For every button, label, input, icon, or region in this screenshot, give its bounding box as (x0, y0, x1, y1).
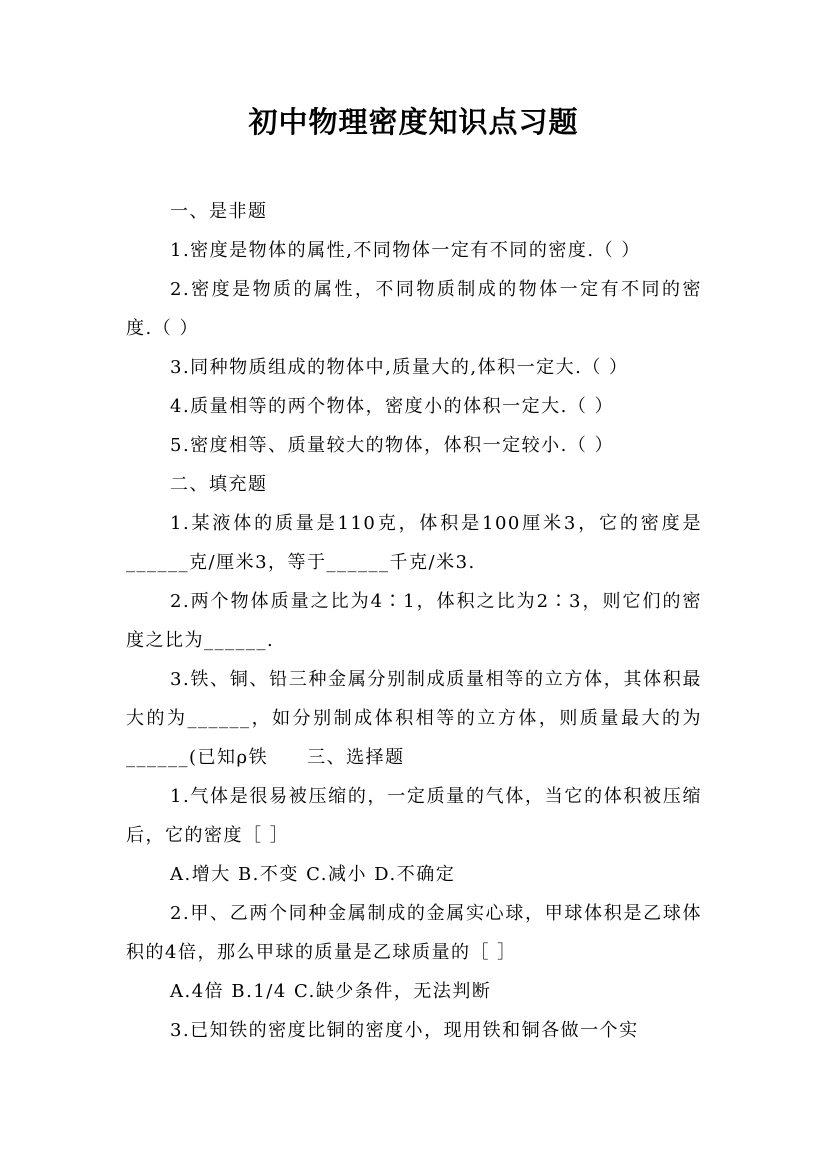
section-heading-fill-in: 二、填充题 (170, 474, 268, 495)
page-title: 初中物理密度知识点习题 (248, 105, 579, 139)
question-paragraph: 1.某液体的质量是110克，体积是100厘米3，它的密度是______克/厘米3，等于______千克/米3. (126, 513, 702, 573)
answer-options: A.4倍 B.1/4 C.缺少条件，无法判断 (170, 981, 492, 1002)
question-paragraph: 5.密度相等、质量较大的物体，体积一定较小.（ ） (170, 435, 615, 456)
question-paragraph: 3.铁、铜、铅三种金属分别制成质量相等的立方体，其体积最大的为______，如分别制成体积相等的立方体，则质量最大的为______(已知ρ铁 三、选择题 (126, 669, 702, 768)
question-paragraph: 3.已知铁的密度比铜的密度小，现用铁和铜各做一个实 (170, 1020, 639, 1041)
answer-options: A.增大 B.不变 C.减小 D.不确定 (170, 864, 456, 885)
question-paragraph: 1.密度是物体的属性,不同物体一定有不同的密度.（ ） (170, 240, 641, 261)
question-paragraph: 2.两个物体质量之比为4∶1，体积之比为2∶3，则它们的密度之比为______. (126, 591, 702, 651)
question-paragraph: 2.甲、乙两个同种金属制成的金属实心球，甲球体积是乙球体积的4倍，那么甲球的质量是乙球质量的［ ］ (126, 903, 702, 963)
question-paragraph: 1.气体是很易被压缩的，一定质量的气体，当它的体积被压缩后，它的密度［ ］ (126, 786, 702, 846)
question-paragraph: 2.密度是物质的属性，不同物质制成的物体一定有不同的密度.（ ） (126, 279, 702, 339)
section-heading-true-false: 一、是非题 (170, 201, 268, 222)
question-paragraph: 3.同种物质组成的物体中,质量大的,体积一定大.（ ） (170, 357, 629, 378)
document-body (126, 192, 702, 1050)
question-paragraph: 4.质量相等的两个物体，密度小的体积一定大.（ ） (170, 396, 615, 417)
